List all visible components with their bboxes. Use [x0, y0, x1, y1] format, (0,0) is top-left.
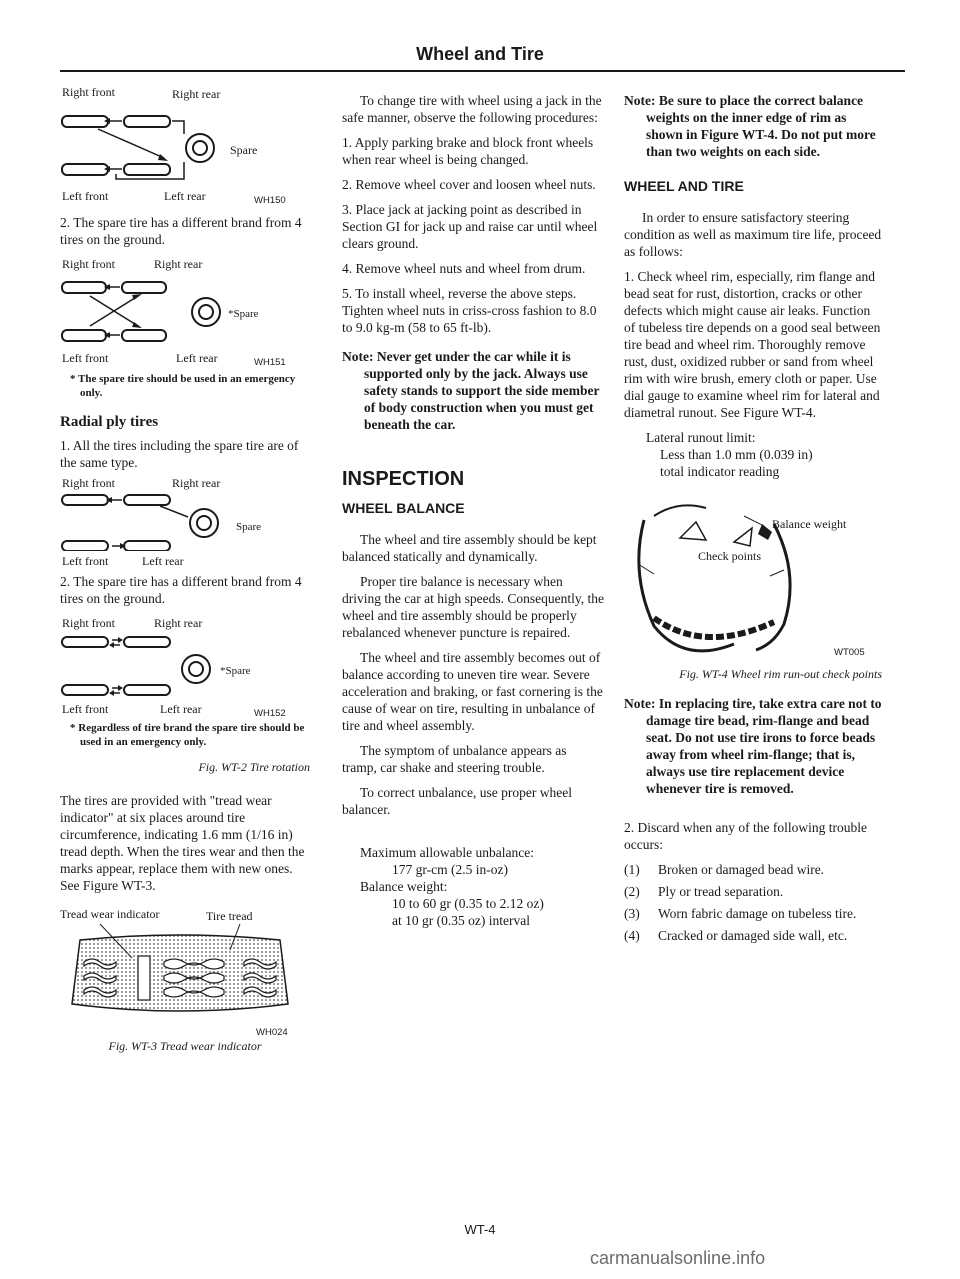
runout-value-1: Less than 1.0 mm (0.039 in) — [660, 447, 813, 462]
label-left-front: Left front — [62, 189, 109, 203]
balance-weight-value-2: at 10 gr (0.35 oz) interval — [392, 913, 530, 928]
figure-code: WH152 — [254, 708, 286, 719]
label-right-rear: Right rear — [154, 616, 203, 630]
label-right-rear: Right rear — [154, 257, 203, 271]
label-left-rear: Left rear — [164, 189, 206, 203]
label-right-front: Right front — [62, 257, 115, 271]
column-2 — [342, 92, 604, 929]
figure-caption-wt3: Fig. WT-3 Tread wear indicator — [108, 1039, 262, 1053]
balance-weight-value-1: 10 to 60 gr (0.35 to 2.12 oz) — [392, 896, 544, 911]
list-item: (4) Cracked or damaged side wall, etc. — [624, 928, 848, 943]
figure-code: WH150 — [254, 195, 286, 206]
balance-weight-label: Balance weight: — [360, 879, 448, 894]
step-2: 2. Remove wheel cover and loosen wheel nuts. — [342, 177, 596, 192]
watermark: carmanualsonline.info — [590, 1248, 766, 1268]
label-spare: *Spare — [220, 665, 251, 677]
label-left-rear: Left rear — [176, 351, 218, 365]
figure-caption-wt2: Fig. WT-2 Tire rotation — [198, 760, 310, 774]
figure-code: WT005 — [834, 647, 865, 658]
label-tread-wear-indicator: Tread wear indicator — [60, 907, 160, 921]
rotation-arrows-diagram — [60, 106, 310, 180]
tire-rotation-diagram-4 — [60, 615, 310, 719]
wheel-tire-paragraph-2: 1. Check wheel rim, especially, rim flange and bead seat for rust, distortion, cracks or other defects which might cause air leaks. Function of tubeless tire depends on a good seal between tire bead and wheel rim. Thoroughly remove rust, dust, oxidized rubber or sand from wheel rim with wire brush, emery cloth or paper. Use dial gauge to examine wheel rim for lateral and diametral runout. See Figure WT-4. — [624, 269, 881, 420]
step-3: 3. Place jack at jacking point as described in Section GI for jack up and raise car until wheel clears ground. — [342, 202, 598, 251]
step-4: 4. Remove wheel nuts and wheel from drum. — [342, 261, 586, 276]
inspection-heading: INSPECTION — [342, 468, 465, 490]
label-check-points: Check points — [698, 549, 761, 563]
label-left-rear: Left rear — [160, 702, 202, 716]
wheel-balance-paragraph-1: The wheel and tire assembly should be kept balanced statically and dynamically. — [342, 532, 597, 564]
spare-footnote: * The spare tire should be used in an emergency only. — [70, 373, 296, 399]
runout-label: Lateral runout limit: — [646, 430, 756, 445]
safety-note: Note: Never get under the car while it is supported only by the jack. Always use safety stands to support the side member of body construction when you must get beneath the car. — [342, 349, 600, 432]
label-right-front: Right front — [62, 476, 115, 490]
tire-rotation-diagram-2 — [60, 256, 310, 366]
jack-intro: To change tire with wheel using a jack in the safe manner, observe the following procedures: — [342, 93, 602, 125]
tire-rotation-diagram-3 — [60, 475, 310, 568]
wheel-balance-heading: WHEEL BALANCE — [342, 500, 465, 516]
label-spare: *Spare — [228, 308, 259, 320]
discard-paragraph: 2. Discard when any of the following trouble occurs: — [624, 820, 867, 852]
label-spare: Spare — [236, 521, 262, 533]
figure-code: WH151 — [254, 357, 286, 368]
wheel-balance-paragraph-2: Proper tire balance is necessary when driving the car at high speeds. Consequently, the wheel and tire assembly should be properly rebalanced whenever puncture is repaired. — [342, 574, 604, 640]
label-right-rear: Right rear — [172, 87, 221, 101]
cross-rotation-diagram — [60, 274, 310, 344]
spec-value: 177 gr-cm (2.5 in-oz) — [392, 862, 508, 877]
figure-code: WH024 — [256, 1027, 288, 1038]
radial-paragraph-1: 1. All the tires including the spare tire are of the same type. — [60, 438, 299, 470]
rim-runout-figure — [624, 494, 882, 658]
spare-brand-paragraph: 2. The spare tire has a different brand from 4 tires on the ground. — [60, 215, 302, 247]
page-number: WT-4 — [464, 1222, 496, 1237]
tire-replacement-note: Note: In replacing tire, take extra care not to damage tire bead, rim-flange and bead seat. Do not use tire irons to force beads away from wheel rim-flange; that is, always use tire replacement device whenever tire is removed. — [624, 696, 882, 796]
label-left-front: Left front — [62, 351, 109, 365]
page-header: Wheel and Tire — [416, 44, 544, 64]
balance-weight-note: Note: Be sure to place the correct balance weights on the inner edge of rim as shown in Figure WT-4. Do not put more than two weights on each side. — [624, 93, 876, 159]
label-balance-weight: Balance weight — [772, 517, 847, 531]
label-left-rear: Left rear — [142, 554, 184, 568]
column-3 — [624, 92, 882, 949]
label-right-front: Right front — [62, 85, 115, 99]
unbalance-spec — [342, 844, 604, 929]
wheel-balance-paragraph-3: The wheel and tire assembly becomes out of balance according to uneven tire wear. Severe acceleration and braking, or fast cornering is the cause of wear on tire, resulting in unbalance of tire and wheel assembly. — [342, 650, 603, 733]
label-spare: Spare — [230, 143, 258, 157]
wheel-balance-paragraph-4: The symptom of unbalance appears as tramp, car shake and steering trouble. — [342, 743, 567, 775]
wheel-and-tire-heading: WHEEL AND TIRE — [624, 178, 744, 194]
spec-label: Maximum allowable unbalance: — [360, 845, 534, 860]
step-5: 5. To install wheel, reverse the above steps. Tighten wheel nuts in criss-cross fashion to 8.0 to 9.0 kg-m (58 to 65 ft-lb). — [342, 286, 597, 335]
runout-value-2: total indicator reading — [660, 464, 780, 479]
label-right-rear: Right rear — [172, 476, 221, 490]
radial-paragraph-2: 2. The spare tire has a different brand from 4 tires on the ground. — [60, 574, 302, 606]
label-tire-tread: Tire tread — [206, 909, 253, 923]
label-right-front: Right front — [62, 616, 115, 630]
tread-wear-indicator-figure — [60, 906, 310, 1036]
side-rotation-diagram — [60, 631, 310, 697]
column-1 — [60, 84, 310, 1071]
list-item: (2) Ply or tread separation. — [624, 884, 784, 899]
runout-spec — [624, 429, 882, 480]
regardless-footnote: * Regardless of tire brand the spare tire should be used in an emergency only. — [70, 722, 305, 748]
label-left-front: Left front — [62, 554, 109, 568]
list-item: (1) Broken or damaged bead wire. — [624, 862, 825, 877]
tread-indicator-paragraph: The tires are provided with "tread wear indicator" at six places around tire circumference, indicating 1.6 mm (1/16 in) tread depth. When the tires wear and then the marks appear, replace them with new ones. See Figure WT-3. — [60, 793, 305, 893]
header-rule — [60, 70, 905, 72]
label-left-front: Left front — [62, 702, 109, 716]
tread-illustration — [60, 922, 310, 1022]
radial-rotation-diagram — [60, 489, 310, 551]
wheel-tire-paragraph-1: In order to ensure satisfactory steering condition as well as maximum tire life, proceed as follows: — [624, 210, 882, 259]
tire-rotation-diagram-1 — [60, 84, 310, 204]
step-1: 1. Apply parking brake and block front wheels when rear wheel is being changed. — [342, 135, 594, 167]
list-item: (3) Worn fabric damage on tubeless tire. — [624, 906, 857, 921]
wheel-balance-paragraph-5: To correct unbalance, use proper wheel balancer. — [342, 785, 572, 817]
trouble-list — [624, 861, 882, 944]
radial-ply-heading: Radial ply tires — [60, 414, 159, 430]
figure-caption-wt4: Fig. WT-4 Wheel rim run-out check points — [679, 667, 882, 681]
